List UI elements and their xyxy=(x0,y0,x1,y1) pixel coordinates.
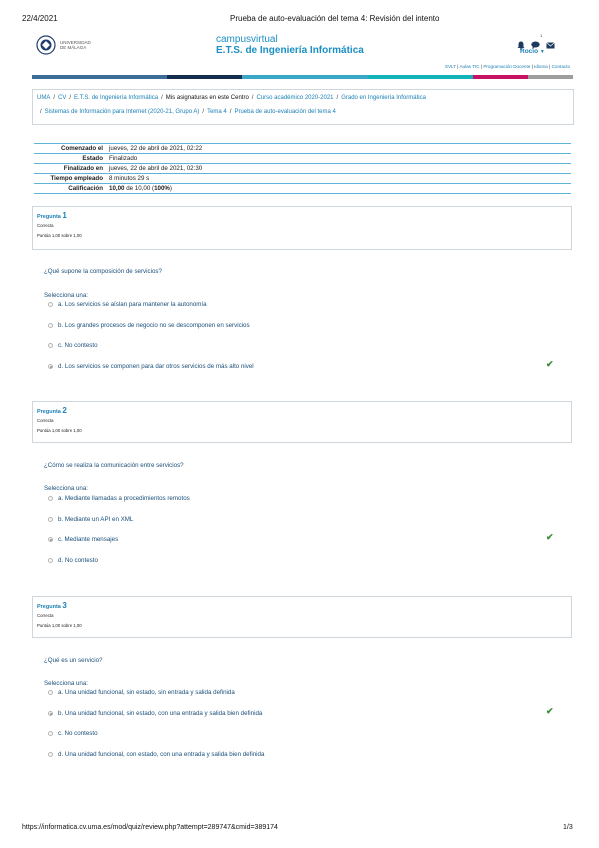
summary-value: jueves, 22 de abril de 2021, 02:22 xyxy=(109,145,203,152)
summary-row xyxy=(34,184,571,194)
question-info-box xyxy=(32,206,572,250)
mail-icon[interactable] xyxy=(546,42,555,49)
radio-button-selected[interactable] xyxy=(48,537,53,542)
attempt-summary-table xyxy=(34,143,571,194)
question-status: Correcta xyxy=(37,613,54,618)
radio-button[interactable] xyxy=(48,496,53,501)
color-bar-segment xyxy=(473,75,528,79)
answer-option[interactable] xyxy=(48,751,264,758)
crumb-asignatura[interactable]: Sistemas de Información para Internet (2020-21, Grupo A) xyxy=(44,109,200,115)
question-info-box xyxy=(32,596,572,638)
summary-row xyxy=(34,174,571,184)
radio-button[interactable] xyxy=(48,517,53,522)
color-bar-segment xyxy=(368,75,473,79)
user-menu[interactable] xyxy=(520,48,545,55)
university-logo[interactable] xyxy=(36,35,91,55)
radio-button[interactable] xyxy=(48,558,53,563)
option-label: c. No contesto xyxy=(58,342,98,349)
answer-option[interactable] xyxy=(48,710,262,717)
question-status: Correcta xyxy=(37,223,54,228)
summary-row xyxy=(34,154,571,164)
radio-button[interactable] xyxy=(48,302,53,307)
color-bar-segment xyxy=(242,75,367,79)
breadcrumb: UMA / CV / E.T.S. de Ingeniería Informática / Mis asignaturas en este Centro / Curso académico 2020-2021 / Grado en Ingeniería Informática / Sistemas de Información para Internet (2020-21, Grupo A) / Tema 4 / Prueba de auto-evaluación del tema 4 xyxy=(32,89,574,125)
color-bar-segment xyxy=(32,75,167,79)
summary-label: Comenzado el xyxy=(61,145,103,152)
option-label: d. Una unidad funcional, con estado, con una entrada y salida bien definida xyxy=(58,751,265,758)
question-num: 1 xyxy=(62,211,67,220)
question-score: Puntúa 1,00 sobre 1,00 xyxy=(37,233,82,238)
question-num: 2 xyxy=(62,406,67,415)
question-info-box xyxy=(32,401,572,443)
summary-value: jueves, 22 de abril de 2021, 02:30 xyxy=(109,165,203,172)
radio-button[interactable] xyxy=(48,752,53,757)
user-name: Rocío xyxy=(520,48,539,55)
option-label: b. Una unidad funcional, sin estado, con una entrada y salida bien definida xyxy=(58,710,263,717)
print-url: https://informatica.cv.uma.es/mod/quiz/review.php?attempt=289747&cmid=389174 xyxy=(22,824,278,831)
question-prompt: Selecciona una: xyxy=(44,485,89,492)
print-page: 1/3 xyxy=(563,824,573,831)
question-score: Puntúa 1,00 sobre 1,00 xyxy=(37,428,82,433)
logo-line1: UNIVERSIDAD xyxy=(60,40,91,45)
option-label: c. Mediante mensajes xyxy=(58,536,119,543)
crumb-etsi[interactable]: E.T.S. de Ingeniería Informática xyxy=(74,95,159,101)
answer-option[interactable] xyxy=(48,689,235,696)
grade-percent: 100% xyxy=(154,185,170,192)
answer-option[interactable] xyxy=(48,322,250,329)
answer-option[interactable] xyxy=(48,516,133,523)
question-number xyxy=(37,211,67,220)
chevron-down-icon: ▼ xyxy=(539,49,545,55)
option-label: a. Una unidad funcional, sin estado, sin entrada y salida definida xyxy=(58,689,235,696)
option-label: d. Los servicios se componen para dar otros servicios de más alto nivel xyxy=(58,363,254,370)
grade-max: de 10,00 ( xyxy=(124,185,155,192)
option-label: a. Mediante llamadas a procedimientos remotos xyxy=(58,495,190,502)
grade-close: ) xyxy=(169,185,172,192)
answer-option[interactable] xyxy=(48,557,98,564)
option-label: b. Los grandes procesos de negocio no se descomponen en servicios xyxy=(58,322,250,329)
question-prefix: Pregunta xyxy=(37,409,61,415)
answer-option[interactable] xyxy=(48,495,190,502)
crumb-grado[interactable]: Grado en Ingeniería Informática xyxy=(341,95,426,101)
question-text: ¿Qué es un servicio? xyxy=(44,657,103,664)
top-links: SVLT | Aulas TIC | Programación Docente | Idioma | Contacto xyxy=(444,64,570,69)
link-svlt[interactable]: SVLT xyxy=(444,64,456,69)
link-idioma[interactable]: Idioma xyxy=(534,64,548,69)
print-title: Prueba de auto-evaluación del tema 4: Revisión del intento xyxy=(230,14,440,23)
correct-check-icon: ✔ xyxy=(546,359,554,369)
option-label: b. Mediante un API en XML xyxy=(58,516,134,523)
radio-button[interactable] xyxy=(48,323,53,328)
grade-value: 10,00 xyxy=(109,185,125,192)
question-num: 3 xyxy=(62,601,67,610)
summary-row xyxy=(34,144,571,154)
question-score: Puntúa 1,00 sobre 1,00 xyxy=(37,623,82,628)
question-text: ¿Qué supone la composición de servicios? xyxy=(44,268,162,275)
radio-button-selected[interactable] xyxy=(48,711,53,716)
radio-button[interactable] xyxy=(48,343,53,348)
radio-button[interactable] xyxy=(48,690,53,695)
option-label: a. Los servicios se aíslan para mantener la autonomía xyxy=(58,301,207,308)
question-prompt: Selecciona una: xyxy=(44,680,89,687)
summary-grade xyxy=(106,184,571,194)
crumb-cv[interactable]: CV xyxy=(58,95,67,101)
option-label: d. No contesto xyxy=(58,557,98,564)
crumb-curso[interactable]: Curso académico 2020-2021 xyxy=(256,95,334,101)
answer-option[interactable] xyxy=(48,363,254,370)
logo-line2: DE MÁLAGA xyxy=(60,45,87,50)
crumb-uma[interactable]: UMA xyxy=(37,95,51,101)
answer-option[interactable] xyxy=(48,536,118,543)
color-bar-segment xyxy=(167,75,242,79)
question-prefix: Pregunta xyxy=(37,214,61,220)
summary-label: Estado xyxy=(82,155,103,162)
crumb-mis-asignaturas[interactable]: Mis asignaturas en este Centro xyxy=(165,95,249,101)
summary-value: Finalizado xyxy=(109,155,138,162)
crumb-prueba[interactable]: Prueba de auto-evaluación del tema 4 xyxy=(234,109,336,115)
question-number xyxy=(37,601,67,610)
question-status: Correcta xyxy=(37,418,54,423)
answer-option[interactable] xyxy=(48,301,207,308)
site-title-school[interactable]: E.T.S. de Ingeniería Informática xyxy=(216,45,364,56)
radio-button-selected[interactable] xyxy=(48,364,53,369)
link-aulas-tic[interactable]: Aulas TIC xyxy=(459,64,480,69)
university-seal-icon xyxy=(36,35,56,55)
question-prompt: Selecciona una: xyxy=(44,292,89,299)
question-prefix: Pregunta xyxy=(37,604,61,610)
correct-check-icon: ✔ xyxy=(546,532,554,542)
option-label: c. No contesto xyxy=(58,730,98,737)
summary-value: 8 minutos 29 s xyxy=(109,175,150,182)
summary-label: Calificación xyxy=(68,185,103,192)
summary-label: Finalizado en xyxy=(63,165,103,172)
radio-button[interactable] xyxy=(48,731,53,736)
chat-count: 1 xyxy=(540,33,543,38)
link-contacto[interactable]: Contacto xyxy=(551,64,570,69)
print-date: 22/4/2021 xyxy=(22,14,58,23)
site-title-campus[interactable]: campusvirtual xyxy=(216,34,278,45)
link-programacion[interactable]: Programación Docente xyxy=(483,64,531,69)
summary-label: Tiempo empleado xyxy=(50,175,103,182)
answer-option[interactable] xyxy=(48,342,98,349)
color-bar-segment xyxy=(528,75,573,79)
question-text: ¿Cómo se realiza la comunicación entre servicios? xyxy=(44,462,184,469)
color-bar xyxy=(32,75,573,79)
answer-option[interactable] xyxy=(48,730,98,737)
question-number xyxy=(37,406,67,415)
crumb-tema[interactable]: Tema 4 xyxy=(207,109,227,115)
correct-check-icon: ✔ xyxy=(546,706,554,716)
summary-row xyxy=(34,164,571,174)
